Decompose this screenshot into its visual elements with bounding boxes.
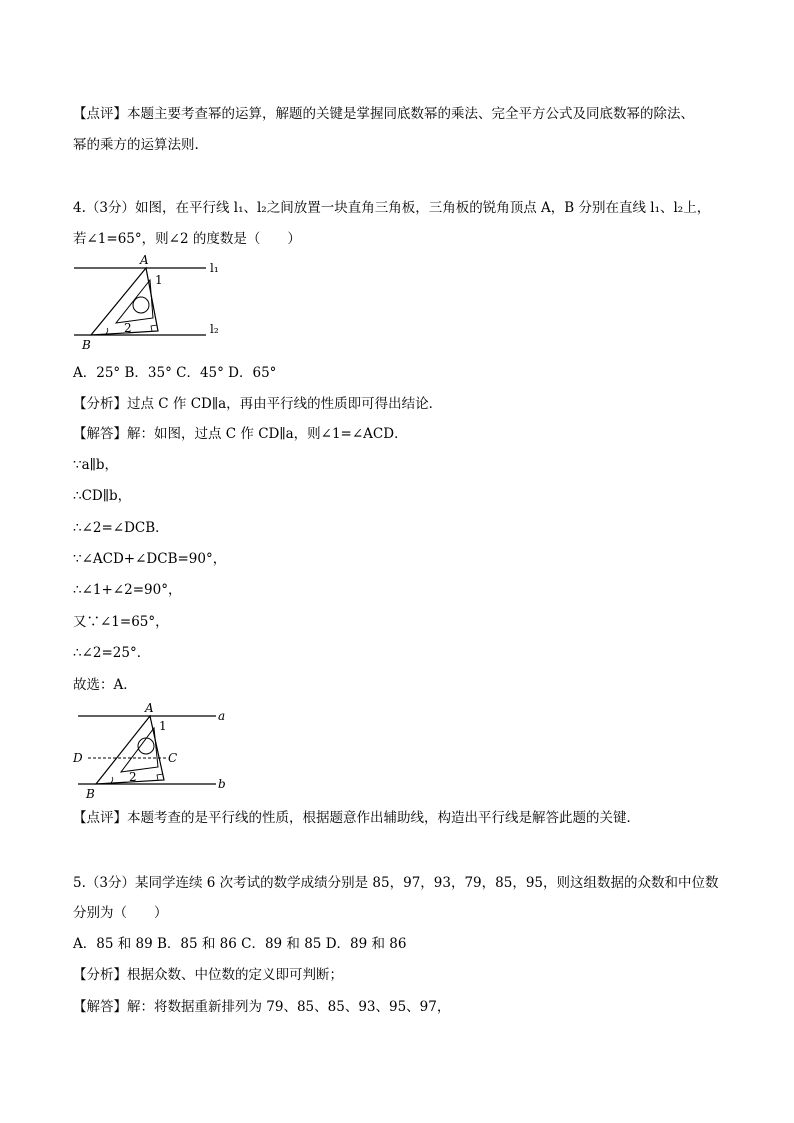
q4-solution-line: 【解答】解：如图，过点 C 作 CD∥a，则∠1=∠ACD． [73,426,408,442]
label-B: B [82,338,91,352]
q4-options: A．25° B．35° C．45° D．65° [73,365,277,381]
q4-solution-line: ∴∠1+∠2=90°， [73,582,182,598]
label-angle1: 1 [159,719,167,733]
q4-solution-line: ∴∠2=25°． [73,645,151,661]
q5-stem-line1: 5.（3分）某同学连续 6 次考试的数学成绩分别是 85，97，93，79，85，95，则这组数据的众数和中位数 [73,875,719,891]
q3-comment-line1: 【点评】本题主要考查幂的运算，解题的关键是掌握同底数幂的乘法、完全平方公式及同底数幂的除法、 [73,106,694,122]
figure-1-diagram [70,252,230,352]
q4-stem-line2: 若∠1=65°，则∠2 的度数是（ ） [73,231,301,247]
label-a: a [218,709,226,723]
q5-analysis: 【分析】根据众数、中位数的定义即可判断； [73,967,343,983]
q4-solution-line: ∴∠2=∠DCB． [73,520,169,536]
triangle-hole [133,297,149,313]
angle-2-arc [106,328,108,334]
q3-comment-line2: 幂的乘方的运算法则. [73,137,199,153]
label-D: D [73,751,83,765]
label-angle1: 1 [155,273,163,287]
right-angle-mark [157,774,163,780]
label-B: B [86,787,95,800]
q4-solution-line: 又∵∠1=65°， [73,614,169,630]
label-A: A [145,701,154,715]
q5-solution-line1: 【解答】解：将数据重新排列为 79、85、85、93、95、97， [73,999,451,1015]
angle-2-arc [111,777,113,783]
label-l1: l₁ [210,261,219,275]
label-angle2: 2 [129,770,137,784]
q4-solution-line: 故选：A． [73,677,137,693]
q5-options: A．85 和 89 B．85 和 86 C．89 和 85 D．89 和 86 [73,936,407,952]
q5-stem-line2: 分别为（ ） [73,905,168,921]
q4-analysis: 【分析】过点 C 作 CD∥a，再由平行线的性质即可得出结论． [73,396,443,412]
label-angle2: 2 [124,321,132,335]
label-C: C [168,751,178,765]
figure-2-diagram [70,700,240,800]
q4-stem-line1: 4.（3分）如图，在平行线 l₁、l₂之间放置一块直角三角板，三角板的锐角顶点 A，B 分别在直线 l₁、l₂上， [73,200,711,216]
q4-solution-line: ∵a∥b， [73,457,119,473]
label-A: A [140,253,149,267]
label-b: b [218,777,226,791]
q4-solution-line: ∴CD∥b， [73,488,132,504]
q4-solution-line: ∵∠ACD+∠DCB=90°， [73,551,227,567]
q4-figure-1 [70,252,230,356]
triangle-inner [116,280,153,323]
label-l2: l₂ [210,322,219,336]
right-angle-mark [151,325,157,331]
q4-comment: 【点评】本题考查的是平行线的性质，根据题意作出辅助线，构造出平行线是解答此题的关键． [73,810,640,826]
q4-figure-2 [70,700,240,804]
